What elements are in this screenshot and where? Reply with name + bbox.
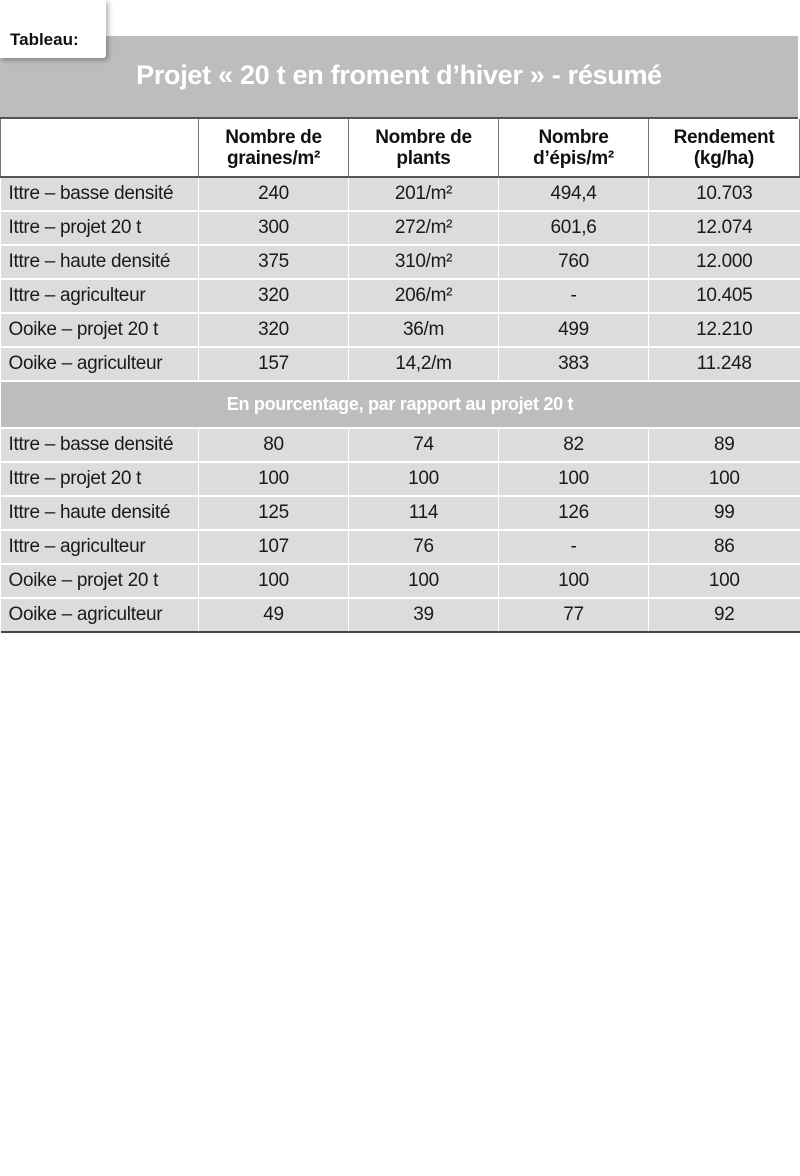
header-ears xyxy=(499,119,649,177)
table-row xyxy=(1,462,800,496)
cell-seeds: 100 xyxy=(199,564,349,598)
cell-seeds: 375 xyxy=(199,245,349,279)
cell-yield: 11.248 xyxy=(649,347,800,381)
cell-yield: 12.074 xyxy=(649,211,800,245)
cell-ears: 494,4 xyxy=(499,177,649,211)
row-label: Ittre – basse densité xyxy=(1,177,199,211)
cell-seeds: 300 xyxy=(199,211,349,245)
section-row xyxy=(1,381,800,428)
table-row xyxy=(1,347,800,381)
row-label: Ittre – haute densité xyxy=(1,496,199,530)
cell-yield: 89 xyxy=(649,428,800,462)
cell-plants: 272/m² xyxy=(349,211,499,245)
cell-seeds: 240 xyxy=(199,177,349,211)
title-bar xyxy=(0,36,798,119)
cell-seeds: 49 xyxy=(199,598,349,632)
cell-ears: 499 xyxy=(499,313,649,347)
header-yield-line1: Rendement xyxy=(673,126,775,148)
cell-plants: 114 xyxy=(349,496,499,530)
cell-plants: 100 xyxy=(349,462,499,496)
cell-yield: 12.000 xyxy=(649,245,800,279)
cell-plants: 76 xyxy=(349,530,499,564)
row-label: Ittre – agriculteur xyxy=(1,279,199,313)
table-tab-label xyxy=(0,0,106,58)
cell-plants: 100 xyxy=(349,564,499,598)
cell-seeds: 320 xyxy=(199,313,349,347)
row-label: Ooike – agriculteur xyxy=(1,347,199,381)
row-label: Ittre – projet 20 t xyxy=(1,211,199,245)
cell-seeds: 157 xyxy=(199,347,349,381)
cell-plants: 310/m² xyxy=(349,245,499,279)
cell-ears: - xyxy=(499,530,649,564)
header-yield xyxy=(649,119,800,177)
cell-ears: 760 xyxy=(499,245,649,279)
table-row xyxy=(1,211,800,245)
row-label: Ittre – agriculteur xyxy=(1,530,199,564)
cell-yield: 100 xyxy=(649,564,800,598)
row-label: Ittre – basse densité xyxy=(1,428,199,462)
table-row xyxy=(1,245,800,279)
header-plants xyxy=(349,119,499,177)
header-row xyxy=(1,119,800,177)
cell-yield: 12.210 xyxy=(649,313,800,347)
cell-seeds: 107 xyxy=(199,530,349,564)
table-row xyxy=(1,177,800,211)
cell-seeds: 125 xyxy=(199,496,349,530)
cell-plants: 206/m² xyxy=(349,279,499,313)
header-seeds xyxy=(199,119,349,177)
table-row xyxy=(1,279,800,313)
cell-plants: 14,2/m xyxy=(349,347,499,381)
header-yield-line2: (kg/ha) xyxy=(693,147,755,169)
cell-ears: 383 xyxy=(499,347,649,381)
cell-seeds: 320 xyxy=(199,279,349,313)
table-row xyxy=(1,598,800,632)
header-ears-line2: d’épis/m² xyxy=(533,147,614,169)
cell-ears: 82 xyxy=(499,428,649,462)
cell-yield: 86 xyxy=(649,530,800,564)
tab-label-text: Tableau: xyxy=(10,30,79,49)
cell-ears: 77 xyxy=(499,598,649,632)
cell-plants: 201/m² xyxy=(349,177,499,211)
cell-yield: 100 xyxy=(649,462,800,496)
header-ears-line1: Nombre xyxy=(538,126,609,148)
table-title: Projet « 20 t en froment d’hiver » - résumé xyxy=(136,60,662,90)
table-row xyxy=(1,564,800,598)
table-row xyxy=(1,496,800,530)
cell-seeds: 80 xyxy=(199,428,349,462)
cell-plants: 39 xyxy=(349,598,499,632)
table-row xyxy=(1,313,800,347)
cell-yield: 99 xyxy=(649,496,800,530)
row-label: Ittre – projet 20 t xyxy=(1,462,199,496)
section-label: En pourcentage, par rapport au projet 20 t xyxy=(1,381,800,428)
cell-yield: 92 xyxy=(649,598,800,632)
row-label: Ittre – haute densité xyxy=(1,245,199,279)
cell-ears: 100 xyxy=(499,564,649,598)
row-label: Ooike – projet 20 t xyxy=(1,564,199,598)
row-label: Ooike – projet 20 t xyxy=(1,313,199,347)
cell-ears: 601,6 xyxy=(499,211,649,245)
cell-ears: - xyxy=(499,279,649,313)
table-row xyxy=(1,428,800,462)
header-seeds-line1: Nombre de xyxy=(225,126,322,148)
header-plants-line2: plants xyxy=(396,147,451,169)
cell-seeds: 100 xyxy=(199,462,349,496)
header-plants-line1: Nombre de xyxy=(375,126,472,148)
header-empty-cell xyxy=(1,119,199,177)
cell-plants: 74 xyxy=(349,428,499,462)
cell-ears: 126 xyxy=(499,496,649,530)
cell-ears: 100 xyxy=(499,462,649,496)
cell-plants: 36/m xyxy=(349,313,499,347)
summary-table xyxy=(0,119,800,633)
cell-yield: 10.703 xyxy=(649,177,800,211)
header-seeds-line2: graines/m² xyxy=(226,147,321,169)
cell-yield: 10.405 xyxy=(649,279,800,313)
row-label: Ooike – agriculteur xyxy=(1,598,199,632)
table-row xyxy=(1,530,800,564)
